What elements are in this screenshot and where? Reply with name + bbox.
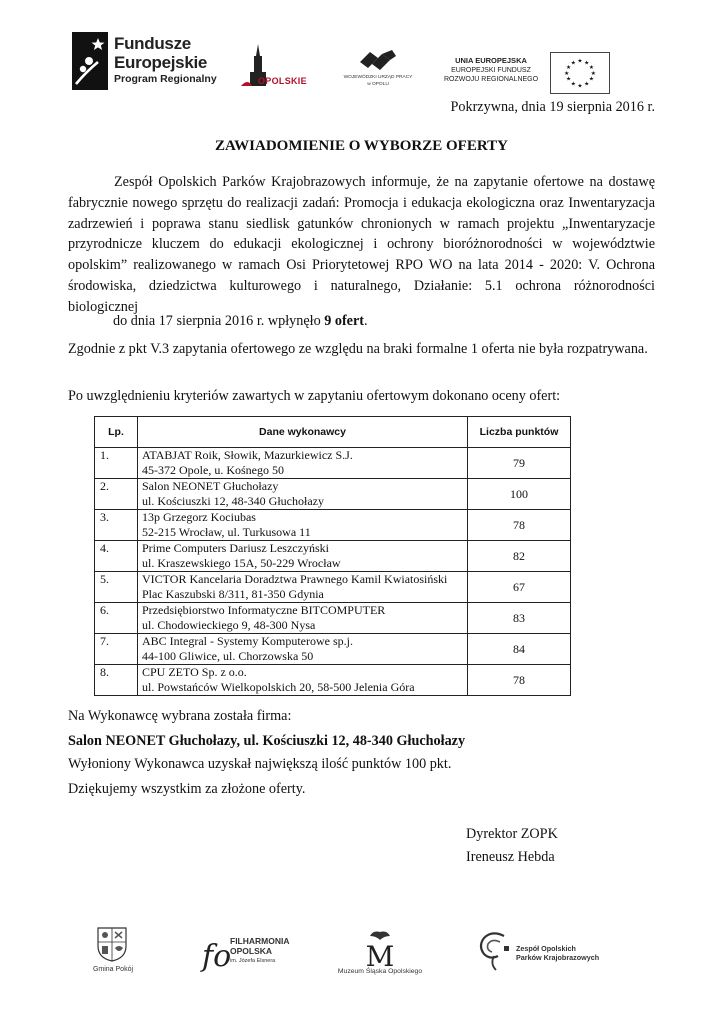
wup-caption: WOJEWÓDZKI URZĄD PRACY w OPOLU — [343, 75, 413, 87]
svg-text:★: ★ — [588, 76, 594, 83]
svg-text:★: ★ — [566, 65, 572, 72]
criteria-paragraph: Po uwzględnieniu kryteriów zawartych w zapytaniu ofertowym dokonano oceny ofert: — [68, 388, 561, 404]
table-row — [95, 479, 571, 510]
table-row — [95, 634, 571, 665]
svg-text:★: ★ — [564, 70, 570, 77]
row-contractor: VICTOR Kancelaria Doradztwa Prawnego Kamil Kwiatosiński Plac Kaszubski 8/311, 81-350 Gdynia — [138, 572, 468, 603]
row-lp: 6. — [95, 603, 138, 634]
wup-steps-icon — [358, 48, 398, 72]
row-lp: 7. — [95, 634, 138, 665]
thanks-line: Dziękujemy wszystkim za złożone oferty. — [68, 781, 306, 797]
winner-points-note: Wyłoniony Wykonawca uzyskał największą ilość punktów 100 pkt. — [68, 756, 452, 772]
eu-flag-icon — [550, 52, 610, 94]
row-lp: 3. — [95, 510, 138, 541]
table-row — [95, 665, 571, 696]
row-contractor: Salon NEONET Głuchołazy ul. Kościuszki 12, 48-340 Głuchołazy — [138, 479, 468, 510]
svg-text:★: ★ — [577, 83, 583, 90]
fe-line1: Fundusze — [114, 34, 191, 53]
wup-logo — [338, 48, 418, 93]
svg-text:★: ★ — [570, 60, 576, 67]
svg-text:★: ★ — [577, 58, 583, 65]
zopk-logo — [476, 922, 616, 982]
opolskie-logo — [236, 42, 322, 96]
muzeum-eagle-m-icon — [358, 928, 402, 973]
eu-caption: UNIA EUROPEJSKA EUROPEJSKI FUNDUSZ ROZWOJU REGIONALNEGO — [443, 56, 539, 83]
svg-text:★: ★ — [588, 65, 594, 72]
intro-paragraph: Zespół Opolskich Parków Krajobrazowych informuje, że na zapytanie ofertowe na dostawę fabrycznie nowego sprzętu do realizacji zadań: Promocja i edukacja ekologiczna oraz Inwentaryzacja zadrzewień i poprawa stanu siedlisk gatunków chronionych w ramach projektu „Inwentaryzacje przyrodnicze kluczem do edukacji ekologicznej i ochrony bioróżnorodności w województwie opolskim” realizowanego w ramach Osi Priorytetowej RPO WO na lata 2014 - 2020: V. Ochrona środowiska, dziedzictwa kulturowego i naturalnego, Działanie: 5.1 ochrona różnorodności biologicznej — [68, 174, 655, 315]
table-row — [95, 541, 571, 572]
zopk-caption: Zespół Opolskich Parków Krajobrazowych — [516, 944, 600, 962]
document-date: Pokrzywna, dnia 19 sierpnia 2016 r. — [450, 99, 655, 115]
offers-count: 9 ofert — [324, 313, 364, 329]
svg-text:★: ★ — [584, 81, 590, 88]
column-header-lp: Lp. — [95, 417, 138, 448]
muzeum-caption: Muzeum Śląska Opolskiego — [337, 968, 423, 975]
row-contractor: ABC Integral - Systemy Komputerowe sp.j. 44-100 Gliwice, ul. Chorzowska 50 — [138, 634, 468, 665]
row-points: 78 — [468, 510, 571, 541]
winner-name: Salon NEONET Głuchołazy, ul. Kościuszki 12, 48-340 Głuchołazy — [68, 733, 466, 749]
row-lp: 2. — [95, 479, 138, 510]
fundusze-europejskie-logo — [72, 30, 222, 92]
svg-text:M: M — [365, 940, 395, 973]
column-header-points: Liczba punktów — [468, 417, 571, 448]
svg-text:★: ★ — [566, 76, 572, 83]
muzeum-logo — [330, 922, 430, 982]
svg-text:★: ★ — [584, 60, 590, 67]
row-points: 82 — [468, 541, 571, 572]
filharmonia-logo — [200, 922, 290, 982]
row-lp: 4. — [95, 541, 138, 572]
row-points: 67 — [468, 572, 571, 603]
table-header-row — [95, 417, 571, 448]
signature-name: Ireneusz Hebda — [466, 849, 555, 865]
svg-text:★: ★ — [590, 70, 596, 77]
svg-text:★: ★ — [570, 81, 576, 88]
eu-logo — [437, 52, 613, 96]
row-points: 78 — [468, 665, 571, 696]
winner-intro: Na Wykonawcę wybrana została firma: — [68, 708, 292, 724]
row-points: 100 — [468, 479, 571, 510]
row-contractor: Prime Computers Dariusz Leszczyński ul. Kraszewskiego 15A, 50-229 Wrocław — [138, 541, 468, 572]
fundusze-europejskie-emblem-icon — [72, 32, 108, 90]
svg-text:fo: fo — [202, 939, 232, 974]
column-header-contractor: Dane wykonawcy — [138, 417, 468, 448]
offers-received-line: do dnia 17 sierpnia 2016 r. wpłynęło 9 ofert. — [113, 313, 368, 329]
table-row — [95, 603, 571, 634]
gmina-crest-icon — [96, 926, 128, 962]
row-contractor: ATABJAT Roik, Słowik, Mazurkiewicz S.J. 45-372 Opole, u. Kośnego 50 — [138, 448, 468, 479]
fe-line3: Program Regionalny — [114, 73, 217, 85]
offers-table — [94, 416, 571, 696]
row-points: 79 — [468, 448, 571, 479]
page-title: ZAWIADOMIENIE O WYBORZE OFERTY — [215, 138, 508, 154]
opolskie-label: OPOLSKIE — [258, 76, 307, 86]
filharmonia-fo-icon — [200, 930, 232, 974]
row-contractor: Przedsiębiorstwo Informatyczne BITCOMPUTER ul. Chodowieckiego 9, 48-300 Nysa — [138, 603, 468, 634]
filharmonia-caption: FILHARMONIA OPOLSKA im. Józefa Elsnera — [230, 936, 290, 964]
table-row — [95, 510, 571, 541]
row-lp: 5. — [95, 572, 138, 603]
row-points: 84 — [468, 634, 571, 665]
table-row — [95, 572, 571, 603]
row-lp: 8. — [95, 665, 138, 696]
row-contractor: 13p Grzegorz Kociubas 52-215 Wrocław, ul. Turkusowa 11 — [138, 510, 468, 541]
row-lp: 1. — [95, 448, 138, 479]
gmina-caption: Gmina Pokój — [92, 966, 134, 973]
gmina-pokoj-logo — [88, 922, 148, 982]
row-contractor: CPU ZETO Sp. z o.o. ul. Powstańców Wielkopolskich 20, 58-500 Jelenia Góra — [138, 665, 468, 696]
row-points: 83 — [468, 603, 571, 634]
fe-line2: Europejskie — [114, 53, 208, 72]
table-row — [95, 448, 571, 479]
formal-rejection-paragraph: Zgodnie z pkt V.3 zapytania ofertowego ze względu na braki formalne 1 oferta nie była rozpatrywana. — [68, 341, 648, 357]
signature-title: Dyrektor ZOPK — [466, 826, 558, 842]
opolskie-tower-icon — [238, 42, 278, 94]
zopk-swirl-icon — [476, 928, 512, 972]
